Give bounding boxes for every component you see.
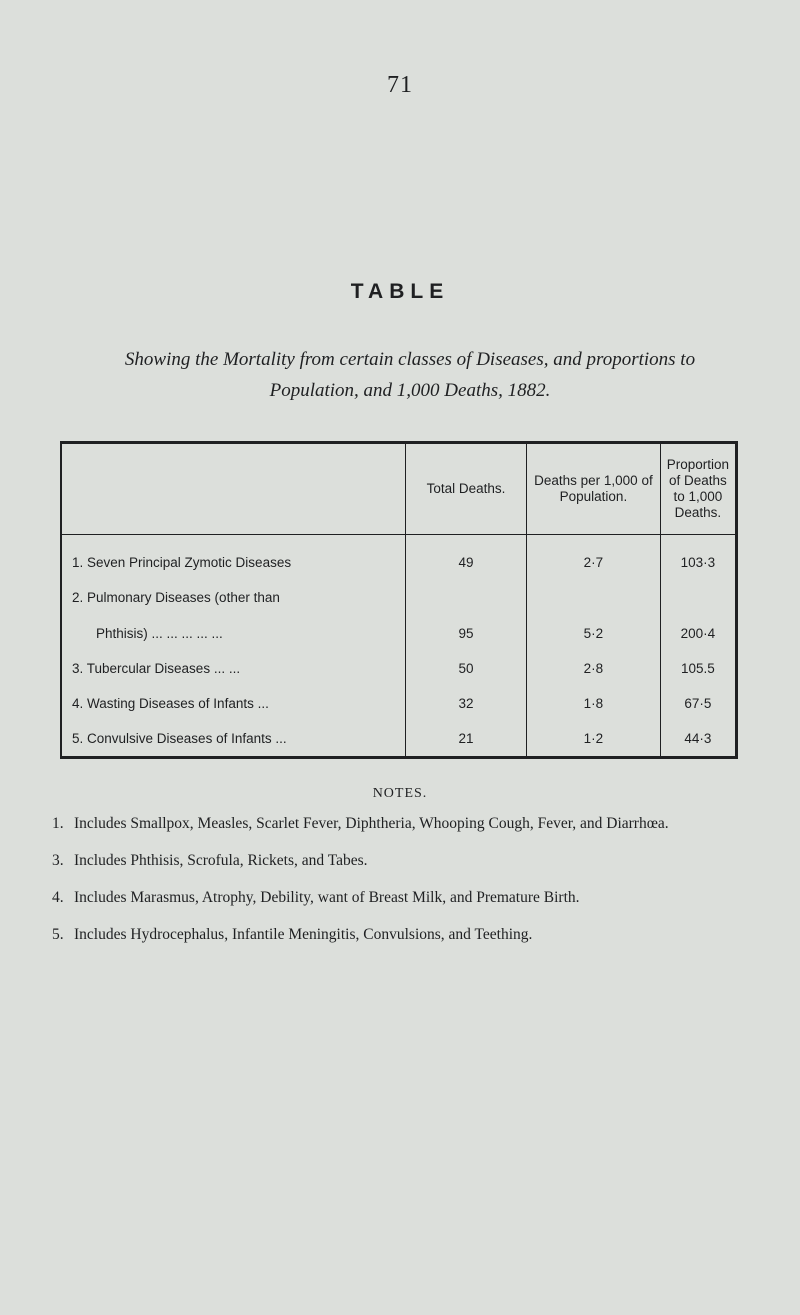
row-per-1000: 2·8 (527, 651, 661, 686)
table-row (62, 721, 735, 756)
row-per-1000: 2·7 (527, 535, 661, 581)
mortality-table (60, 441, 738, 759)
note-text: Includes Marasmus, Atrophy, Debility, want of Breast Milk, and Premature Birth. (74, 889, 580, 906)
mortality-table-grid (62, 444, 735, 756)
row-total: 49 (405, 535, 526, 581)
table-row (62, 686, 735, 721)
header-deaths-per-1000: Deaths per 1,000 of Population. (527, 444, 661, 535)
note-number: 3. (52, 852, 64, 869)
row-total: 50 (405, 651, 526, 686)
row-per-1000: 5·2 (527, 616, 661, 651)
row-per-1000: 1·8 (527, 686, 661, 721)
table-row (62, 651, 735, 686)
row-total: 32 (405, 686, 526, 721)
row-proportion: 103·3 (660, 535, 735, 581)
page-title: TABLE (350, 280, 450, 303)
note-item (52, 812, 762, 836)
table-header-row (62, 444, 735, 535)
note-number: 5. (52, 926, 64, 943)
row-proportion: 67·5 (660, 686, 735, 721)
table-subtitle: Showing the Mortality from certain classes of Diseases, and proportions to Population, and 1,000 Deaths, 1882. (124, 349, 696, 401)
row-label: 4. Wasting Diseases of Infants ... (72, 695, 269, 711)
table-row (62, 616, 735, 651)
row-total (405, 580, 526, 615)
note-number: 1. (52, 815, 64, 832)
row-proportion: 44·3 (660, 721, 735, 756)
row-label: 5. Convulsive Diseases of Infants ... (72, 730, 287, 746)
header-total-deaths: Total Deaths. (405, 444, 526, 535)
header-proportion: Proportion of Deaths to 1,000 Deaths. (660, 444, 735, 535)
row-total: 21 (405, 721, 526, 756)
row-proportion (660, 580, 735, 615)
row-proportion: 105.5 (660, 651, 735, 686)
page-number: 71 (387, 72, 413, 98)
table-row (62, 535, 735, 581)
row-label: 3. Tubercular Diseases ... ... (72, 660, 241, 676)
note-item (52, 923, 762, 947)
row-label: Phthisis) ... ... ... ... ... (96, 625, 223, 641)
row-per-1000: 1·2 (527, 721, 661, 756)
row-proportion: 200·4 (660, 616, 735, 651)
note-text: Includes Hydrocephalus, Infantile Meningitis, Convulsions, and Teething. (74, 926, 533, 943)
note-text: Includes Phthisis, Scrofula, Rickets, and Tabes. (74, 852, 368, 869)
row-label: 1. Seven Principal Zymotic Diseases (72, 555, 292, 571)
row-label: 2. Pulmonary Diseases (other than (72, 590, 280, 606)
row-total: 95 (405, 616, 526, 651)
notes-list (52, 812, 762, 960)
header-disease-class (62, 444, 405, 535)
note-text: Includes Smallpox, Measles, Scarlet Fever, Diphtheria, Whooping Cough, Fever, and Diarrhœa. (74, 815, 669, 832)
note-number: 4. (52, 889, 64, 906)
table-row (62, 580, 735, 615)
note-item (52, 849, 762, 873)
note-item (52, 886, 762, 910)
row-per-1000 (527, 580, 661, 615)
notes-heading: NOTES. (372, 786, 428, 801)
